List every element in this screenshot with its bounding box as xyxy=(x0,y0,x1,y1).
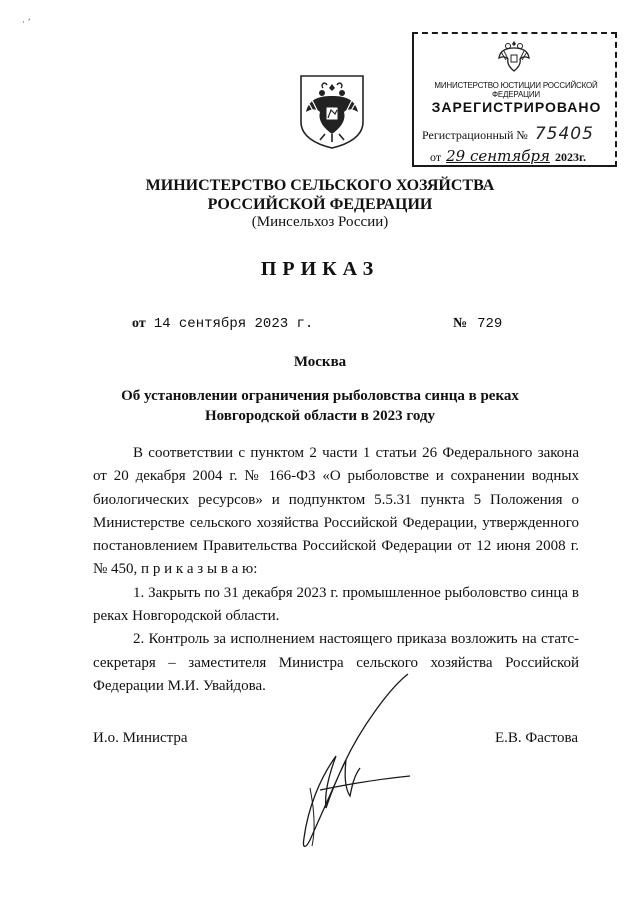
body-paragraph-item-1: 1. Закрыть по 31 декабря 2023 г. промышленное рыболовство синца в реках Новгородской области. xyxy=(93,584,579,625)
stamp-ministry-name: МИНИСТЕРСТВО ЮСТИЦИИ РОССИЙСКОЙ ФЕДЕРАЦИИ xyxy=(434,81,598,99)
body-paragraph-item-2: 2. Контроль за исполнением настоящего приказа возложить на статс-секретаря – заместителя Министра сельского хозяйства Российской Федерации М.И. Увайдова. xyxy=(93,631,579,694)
stamp-date-line xyxy=(430,147,586,165)
ministry-name-line1: МИНИСТЕРСТВО СЕЛЬСКОГО ХОЗЯЙСТВА xyxy=(145,177,495,194)
order-body xyxy=(93,442,579,698)
document-type-title: ПРИКАЗ xyxy=(260,258,380,280)
eagle-emblem-icon xyxy=(497,38,531,74)
order-date-label: от xyxy=(132,316,146,331)
order-date xyxy=(132,316,313,332)
stamp-registration-line xyxy=(422,124,594,144)
stamp-status: ЗАРЕГИСТРИРОВАНО xyxy=(431,99,602,115)
order-date-value: 14 сентября 2023 г. xyxy=(153,316,314,332)
order-subject xyxy=(60,386,580,426)
signatory-role: И.о. Министра xyxy=(93,730,188,746)
order-subject-line2: Новгородской области в 2023 году xyxy=(205,408,435,424)
ministry-name-line2: РОССИЙСКОЙ ФЕДЕРАЦИИ xyxy=(207,196,433,213)
body-paragraph-preamble: В соответствии с пунктом 2 части 1 статьи 26 Федерального закона от 20 декабря 2004 г. № 166-ФЗ «О рыболовстве и сохранении водных биологических ресурсов» и подпунктом 5.5.31 пункта 5 Положения о Министерстве сельского хозяйства Российской Федерации, утвержденного постановлением Правительства Российской Федерации от 12 июня 2008 г. № 450, п р и к а з ы в а ю: xyxy=(93,445,579,578)
coat-of-arms-icon xyxy=(297,72,367,150)
ministry-short-name: (Минсельхоз России) xyxy=(251,214,389,230)
stamp-date-year: 2023г. xyxy=(554,150,587,164)
order-number-value: 729 xyxy=(477,316,503,332)
city: Москва xyxy=(293,354,347,370)
registration-stamp xyxy=(412,32,617,167)
order-number xyxy=(453,316,502,332)
order-subject-line1: Об установлении ограничения рыболовства синца в реках xyxy=(121,388,519,404)
signatory-name: Е.В. Фастова xyxy=(495,730,578,746)
stamp-reg-number: 75405 xyxy=(534,124,594,144)
stamp-date-prefix: от xyxy=(430,150,442,164)
scan-marks: · ʼ xyxy=(22,18,31,28)
stamp-date-handwritten: 29 сентября xyxy=(446,147,550,165)
stamp-reg-label: Регистрационный № xyxy=(422,128,528,142)
ministry-name xyxy=(0,176,640,214)
handwritten-signature xyxy=(280,668,430,858)
order-number-label: № xyxy=(453,316,468,331)
